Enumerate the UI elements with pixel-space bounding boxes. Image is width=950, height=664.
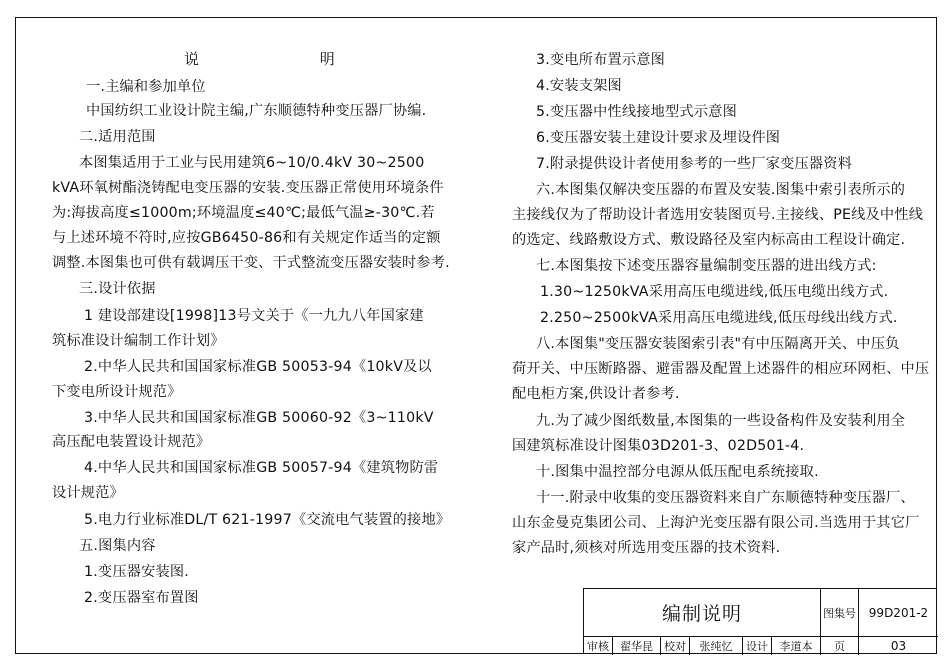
page-number: 03 xyxy=(859,636,938,655)
right-line: 十.图集中温控部分电源从低压配电系统接取. xyxy=(536,464,819,480)
design-label: 设计 xyxy=(743,636,772,655)
right-line: 6.变压器安装土建设计要求及埋设件图 xyxy=(536,130,781,146)
right-line: 2.250~2500kVA采用高压电缆进线,低压母线出线方式. xyxy=(540,310,898,326)
left-line: 五.图集内容 xyxy=(79,538,156,554)
left-line: 三.设计依据 xyxy=(79,281,156,297)
right-line: 九.为了减少图纸数量,本图集的一些设备构件及安装利用全 xyxy=(536,413,906,429)
right-line: 配电柜方案,供设计者参考. xyxy=(512,386,680,402)
check-label: 校对 xyxy=(661,636,690,655)
right-line: 1.30~1250kVA采用高压电缆进线,低压电缆出线方式. xyxy=(540,284,889,300)
right-line: 国建筑标准设计图集03D201-3、02D501-4. xyxy=(512,438,805,454)
left-line: 与上述环境不符时,应按GB6450-86和有关规定作适当的定额 xyxy=(52,230,441,246)
atlas-no-label: 图集号 xyxy=(821,589,859,636)
left-line: 为:海拔高度≤1000m;环境温度≤40℃;最低气温≥-30℃.若 xyxy=(52,205,435,221)
page-label: 页 xyxy=(821,636,859,655)
left-line: 5.电力行业标准DL/T 621-1997《交流电气装置的接地》 xyxy=(84,512,451,528)
right-line: 7.附录提供设计者使用参考的一些厂家变压器资料 xyxy=(536,156,853,172)
right-line: 八.本图集"变压器安装图索引表"有中压隔离开关、中压负 xyxy=(536,336,900,352)
title-block xyxy=(583,588,937,654)
right-line: 的选定、线路敷设方式、敷设路径及室内标高由工程设计确定. xyxy=(512,232,906,248)
right-line: 4.安装支架图 xyxy=(536,78,622,94)
left-line: 调整.本图集也可供有载调压干变、干式整流变压器安装时参考. xyxy=(52,255,450,271)
right-line: 荷开关、中压断路器、避雷器及配置上述器件的相应环网柜、中压 xyxy=(512,361,930,377)
right-line: 主接线仅为了帮助设计者选用安装图页号.主接线、PE线及中性线 xyxy=(512,207,924,223)
left-line: 设计规范》 xyxy=(52,485,124,501)
review-name: 翟华昆 xyxy=(613,636,661,655)
right-line: 七.本图集按下述变压器容量编制变压器的进出线方式: xyxy=(536,258,877,274)
left-line: 二.适用范围 xyxy=(79,129,156,145)
drawing-name: 编制说明 xyxy=(584,589,821,636)
left-line: 筑标准设计编制工作计划》 xyxy=(52,333,225,349)
check-name: 张纯忆 xyxy=(690,636,743,655)
right-line: 六.本图集仅解决变压器的布置及安装.图集中索引表所示的 xyxy=(536,182,906,198)
left-line: 1.变压器安装图. xyxy=(84,564,189,580)
atlas-no-value: 99D201-2 xyxy=(868,605,929,620)
drawing-frame xyxy=(15,17,937,654)
left-line: 一.主编和参加单位 xyxy=(86,79,206,95)
review-label: 审核 xyxy=(584,636,613,655)
left-line: 高压配电装置设计规范》 xyxy=(52,434,211,450)
right-line: 山东金曼克集团公司、上海沪光变压器有限公司.当选用于其它厂 xyxy=(512,515,920,531)
right-line: 3.变电所布置示意图 xyxy=(536,52,666,68)
left-line: 2.中华人民共和国国家标准GB 50053-94《10kV及以 xyxy=(84,359,432,375)
left-line: 中国纺织工业设计院主编,广东顺德特种变压器厂协编. xyxy=(86,103,427,119)
page-title: 说 明 xyxy=(184,50,393,68)
left-line: 本图集适用于工业与民用建筑6~10/0.4kV 30~2500 xyxy=(79,155,425,171)
left-line: 4.中华人民共和国国家标准GB 50057-94《建筑物防雷 xyxy=(84,460,439,476)
left-line: 2.变压器室布置图 xyxy=(84,590,199,606)
left-line: kVA环氧树酯浇铸配电变压器的安装.变压器正常使用环境条件 xyxy=(52,180,444,196)
right-line: 十一.附录中收集的变压器资料来自广东顺德特种变压器厂、 xyxy=(536,490,915,506)
left-line: 3.中华人民共和国国家标准GB 50060-92《3~110kV xyxy=(84,410,434,426)
right-line: 家产品时,须核对所选用变压器的技术资料. xyxy=(512,540,781,556)
left-line: 1 建设部建设[1998]13号文关于《一九九八年国家建 xyxy=(84,308,424,324)
left-line: 下变电所设计规范》 xyxy=(52,384,182,400)
design-name: 李道本 xyxy=(772,636,821,655)
right-line: 5.变压器中性线接地型式示意图 xyxy=(536,104,737,120)
